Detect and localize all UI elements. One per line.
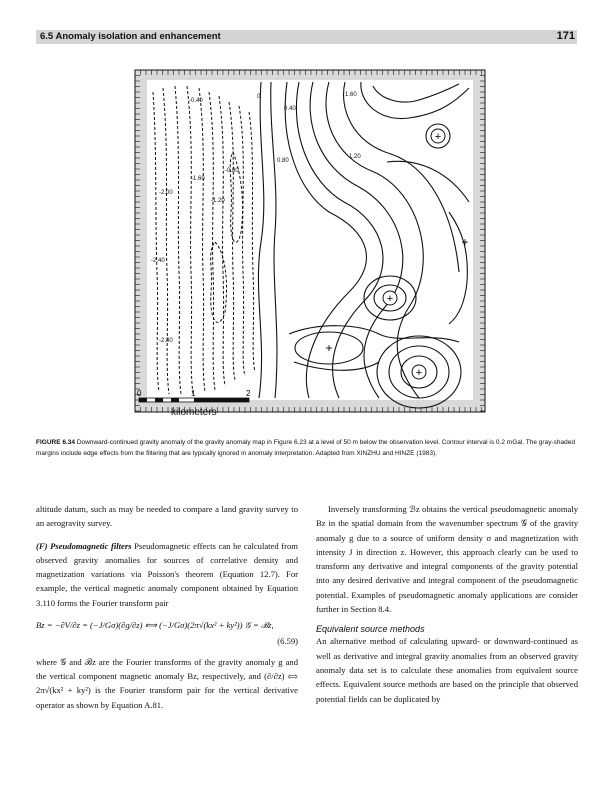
- running-header: [0, 0, 615, 46]
- contour-label: 0: [257, 94, 261, 100]
- paragraph: Pseudomagnetic effects can be calculated from observed gravity anomalies for sources of correlative density and magnetization variations via Poisson's theorem (Equation 12.7). For example, the vertical magnetic anomaly component obtained by Equation 3.110 forms the Fourier transform pair: [36, 540, 298, 608]
- scale-tick: 2: [246, 389, 251, 398]
- paragraph: An alternative method of calculating upward- or downward-continued as well as derivative and integral gravity anomalies from an observed gravity anomaly data set is to calculate these anomalies from equivalent source effects. Equivalent source methods are based on the principle that observed potential fields can be duplicated by: [316, 636, 578, 704]
- paragraph: altitude datum, such as may be needed to compare a land gravity survey to an aerogravity survey.: [36, 504, 298, 529]
- center-symbol: +: [415, 367, 423, 379]
- scale-tick: 1: [191, 389, 196, 398]
- figure-label: FIGURE 6.34: [36, 439, 76, 446]
- center-symbol: +: [434, 131, 442, 143]
- contour-label: 1.20: [349, 154, 361, 160]
- section-title: 6.5 Anomaly isolation and enhancement: [40, 31, 221, 42]
- contour-label: -1.60: [191, 176, 205, 182]
- scale-bar-segment: [194, 398, 249, 402]
- figure-caption: [36, 437, 577, 459]
- center-symbol: +: [325, 341, 333, 355]
- map-interior: [147, 80, 473, 400]
- contour-label: -0.40: [189, 98, 203, 104]
- paragraph: Inversely transforming ℬz obtains the vertical pseudomagnetic anomaly Bz in the spatial domain from the wavenumber spectrum 𝒢 of the gravity anomaly g due to a source of uniform density σ and magnetization with intensity J in direction z. However, this approach clearly can be used to transform any derivative and integral components of the gravity potential into any desired derivative and integral component of the pseudomagnetic potential. Examples of pseudomagnetic anomaly applications are consider further in Section 8.4.: [316, 504, 578, 615]
- caption-text: Downward-continued gravity anomaly of the gravity anomaly map in Figure 6.23 at a level of 50 m below the observation level. Contour interval is 0.2 mGal. The gray-shaded margins include edge effects from the filtering that are typically ignored in anomaly interpretation. Adapted from XINZHU and HINZE (1983).: [36, 439, 575, 457]
- subsection: [36, 539, 298, 610]
- subsection-heading: (F) Pseudomagnetic filters: [36, 540, 132, 551]
- equation-number: (6.59): [277, 636, 298, 647]
- contour-label: 0.40: [284, 106, 296, 112]
- center-symbol: +: [386, 293, 394, 305]
- contour-label: 1.60: [345, 92, 357, 98]
- page-number: 171: [556, 30, 575, 42]
- contour-label: -2.00: [159, 190, 173, 196]
- scale-unit: kilometers: [171, 407, 217, 418]
- center-symbol: +: [461, 235, 469, 249]
- left-column: [36, 502, 298, 720]
- scale-bar-segment: [171, 398, 179, 402]
- scale-bar-segment: [155, 398, 163, 402]
- right-column: [316, 502, 578, 714]
- contour-label: -1.20: [211, 198, 225, 204]
- scale-bar-segment: [139, 398, 147, 402]
- contour-label: 0.80: [277, 158, 289, 164]
- contour-label: -2.40: [151, 258, 165, 264]
- paragraph: where 𝒢 and ℬz are the Fourier transforms of the gravity anomaly g and the vertical component magnetic anomaly Bz, respectively, and (∂/∂z) ⟺ 2π√(kx² + ky²) is the Fourier transform pair for the vertical derivative operator as shown by Equation A.81.: [36, 656, 298, 710]
- scale-tick: 0: [137, 389, 142, 398]
- contour-map: [129, 62, 491, 420]
- contour-label: -0.80: [225, 168, 239, 174]
- contour-label: -2.80: [159, 338, 173, 344]
- contour-map-figure: [129, 62, 491, 420]
- equation: Bz = −∂V/∂z = (−J/Gσ)(∂g/∂z) ⟺ (−J/Gσ)(2π√(kx² + ky²)) 𝒢 = ℬz,: [36, 620, 274, 631]
- subsection-heading: Equivalent source methods: [316, 624, 425, 635]
